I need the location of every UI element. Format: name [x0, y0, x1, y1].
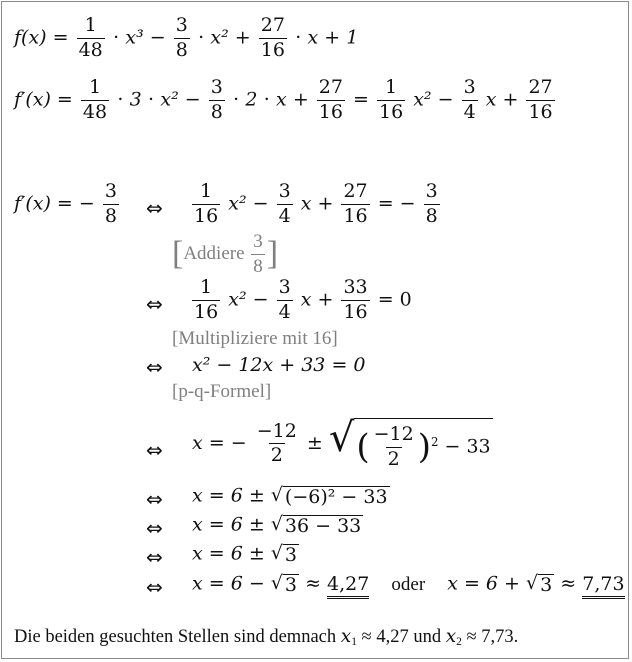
- denominator: 48: [78, 38, 103, 61]
- function-definition: [14, 16, 358, 61]
- fraction: [192, 182, 220, 227]
- hint-pq-formula: [p-q-Formel]: [172, 381, 272, 402]
- numerator: 1: [200, 276, 213, 298]
- equation-step-6: [192, 515, 363, 536]
- term: ⋅ 3 ⋅ x² −: [117, 88, 201, 111]
- equivalence-symbol: ⇔: [146, 575, 163, 599]
- numerator: 27: [343, 180, 368, 202]
- term: ⋅ x³ −: [112, 26, 166, 49]
- term: x² −: [413, 88, 454, 111]
- x-variable: x: [340, 626, 352, 647]
- fraction: [255, 419, 299, 467]
- radicand: 3: [284, 544, 298, 566]
- denominator: 16: [343, 204, 368, 227]
- denominator: 4: [463, 100, 476, 123]
- denominator: 8: [253, 255, 263, 277]
- numerator: −12: [373, 423, 414, 445]
- plus-minus: ±: [306, 431, 323, 454]
- term: − 33: [444, 435, 491, 458]
- conclusion-text: Die beiden gesuchten Stellen sind demnach: [14, 627, 337, 647]
- numerator: 3: [210, 76, 223, 98]
- square-root: [271, 486, 390, 507]
- term: x = 6 −: [192, 572, 265, 595]
- conclusion-value-2: ≈ 7,73.: [466, 627, 519, 647]
- term: x +: [485, 88, 519, 111]
- numerator: −12: [256, 419, 297, 442]
- term: x = 6 ±: [192, 513, 265, 536]
- paren-open: (: [356, 427, 370, 468]
- radicand: 36 − 33: [284, 515, 362, 537]
- denominator: 4: [278, 300, 291, 323]
- fraction: [77, 16, 105, 61]
- denominator: 16: [260, 38, 285, 61]
- fraction: [341, 278, 369, 323]
- square-root: [328, 415, 493, 470]
- equation-step-5: [192, 486, 390, 507]
- radicand: 3: [284, 574, 298, 596]
- hint-text: Addiere: [183, 242, 245, 264]
- fraction: [259, 16, 287, 61]
- denominator: 16: [378, 100, 404, 123]
- equation-step-3: [192, 356, 366, 375]
- term: ⋅ x² +: [197, 26, 251, 49]
- fprime-lhs: f′(x) =: [14, 88, 73, 111]
- hint-add: [172, 232, 278, 277]
- fraction: [209, 78, 225, 123]
- denominator: 8: [104, 204, 117, 227]
- term: x² −: [228, 192, 269, 215]
- denominator: 16: [318, 100, 343, 123]
- equation-step-8: [192, 574, 625, 595]
- radical-sign: √: [328, 415, 355, 461]
- derivative-definition: [14, 78, 557, 123]
- radical-sign: √: [526, 572, 539, 594]
- fraction: [424, 182, 440, 227]
- x-variable: x: [445, 626, 457, 647]
- numerator: 3: [278, 276, 291, 298]
- fraction: [317, 78, 345, 123]
- denominator: 48: [82, 100, 108, 123]
- f-lhs: f(x) =: [14, 26, 69, 49]
- denominator: 16: [194, 204, 219, 227]
- denominator: 4: [278, 204, 291, 227]
- conclusion-value-1: ≈ 4,27 und: [361, 627, 442, 647]
- numerator: 1: [84, 14, 97, 36]
- result-value-1: 4,27: [327, 573, 369, 599]
- term: ⋅ x + 1: [294, 26, 359, 49]
- fraction: [462, 78, 478, 123]
- square-root: [271, 544, 299, 565]
- numerator: 3: [104, 180, 117, 202]
- numerator: 27: [318, 76, 343, 98]
- numerator: 3: [425, 180, 438, 202]
- conclusion-sentence: [14, 628, 518, 647]
- numerator: 3: [175, 14, 188, 36]
- equals: =: [353, 88, 369, 111]
- square-root: [271, 515, 363, 536]
- term: x = 6 ±: [192, 542, 265, 565]
- paren-close: ): [417, 427, 431, 468]
- denominator: 8: [175, 38, 188, 61]
- equation-step-1: [190, 182, 442, 227]
- denominator: 16: [194, 300, 219, 323]
- denominator: 8: [425, 204, 438, 227]
- bracket-close: ]: [266, 235, 279, 273]
- radical-sign: √: [270, 484, 283, 506]
- denominator: 2: [387, 447, 400, 470]
- equivalence-symbol: ⇔: [146, 355, 163, 379]
- term: x +: [300, 288, 334, 311]
- fraction: [251, 232, 265, 277]
- equivalence-symbol: ⇔: [146, 438, 163, 462]
- term: = −: [377, 192, 416, 215]
- denominator: 16: [343, 300, 368, 323]
- square-root: [271, 574, 299, 595]
- radicand: (−6)² − 33: [284, 486, 388, 508]
- oder-text: oder: [391, 573, 426, 595]
- term: x = −: [192, 431, 247, 454]
- term: ⋅ 2 ⋅ x +: [232, 88, 309, 111]
- numerator: 27: [528, 76, 553, 98]
- subscript: 1: [351, 635, 357, 648]
- fraction: [277, 182, 293, 227]
- subscript: 2: [456, 635, 462, 648]
- radical-sign: √: [270, 513, 283, 535]
- term: = 0: [377, 288, 412, 311]
- term: x² − 12x + 33 = 0: [192, 354, 366, 376]
- numerator: 1: [88, 76, 102, 98]
- bracket-open: [: [172, 235, 184, 273]
- fraction: [81, 78, 109, 123]
- numerator: 3: [463, 76, 476, 98]
- fraction: [372, 425, 416, 470]
- term: x² −: [228, 288, 269, 311]
- approx-symbol: ≈: [560, 572, 577, 595]
- fraction: [174, 16, 190, 61]
- equation-step-2: [190, 278, 412, 323]
- term: f′(x) = −: [14, 192, 95, 215]
- numerator: 3: [278, 180, 291, 202]
- fraction: [377, 78, 405, 123]
- equivalence-symbol: ⇔: [146, 292, 163, 316]
- exponent: 2: [430, 434, 439, 449]
- numerator: 3: [253, 231, 263, 252]
- term: x = 6 ±: [192, 484, 265, 507]
- fraction: [277, 278, 293, 323]
- denominator: 16: [528, 100, 553, 123]
- equivalence-symbol: ⇔: [146, 516, 163, 540]
- approx-symbol: ≈: [305, 572, 321, 595]
- numerator: 27: [260, 14, 285, 36]
- hint-multiply: [Multipliziere mit 16]: [172, 328, 338, 349]
- radicand: [354, 418, 492, 470]
- equation-step-4: [192, 415, 493, 470]
- radical-sign: √: [270, 542, 283, 564]
- result-value-2: 7,73: [582, 573, 624, 599]
- term: x = 6 +: [447, 572, 520, 595]
- radicand: 3: [540, 574, 553, 596]
- radical-sign: √: [270, 572, 283, 594]
- fraction: [526, 78, 554, 123]
- equivalence-symbol: ⇔: [146, 545, 163, 569]
- denominator: 2: [270, 444, 283, 467]
- equivalence-symbol: ⇔: [146, 487, 163, 511]
- fraction: [192, 278, 220, 323]
- term: x +: [300, 192, 334, 215]
- fraction: [341, 182, 369, 227]
- numerator: 33: [343, 276, 368, 298]
- equivalence-symbol: ⇔: [146, 196, 163, 220]
- equation-step-7: [192, 544, 299, 565]
- numerator: 1: [200, 180, 213, 202]
- equation-lhs: [14, 182, 121, 227]
- square-root: [526, 574, 554, 595]
- numerator: 1: [385, 76, 398, 98]
- fraction: [103, 182, 119, 227]
- denominator: 8: [210, 100, 223, 123]
